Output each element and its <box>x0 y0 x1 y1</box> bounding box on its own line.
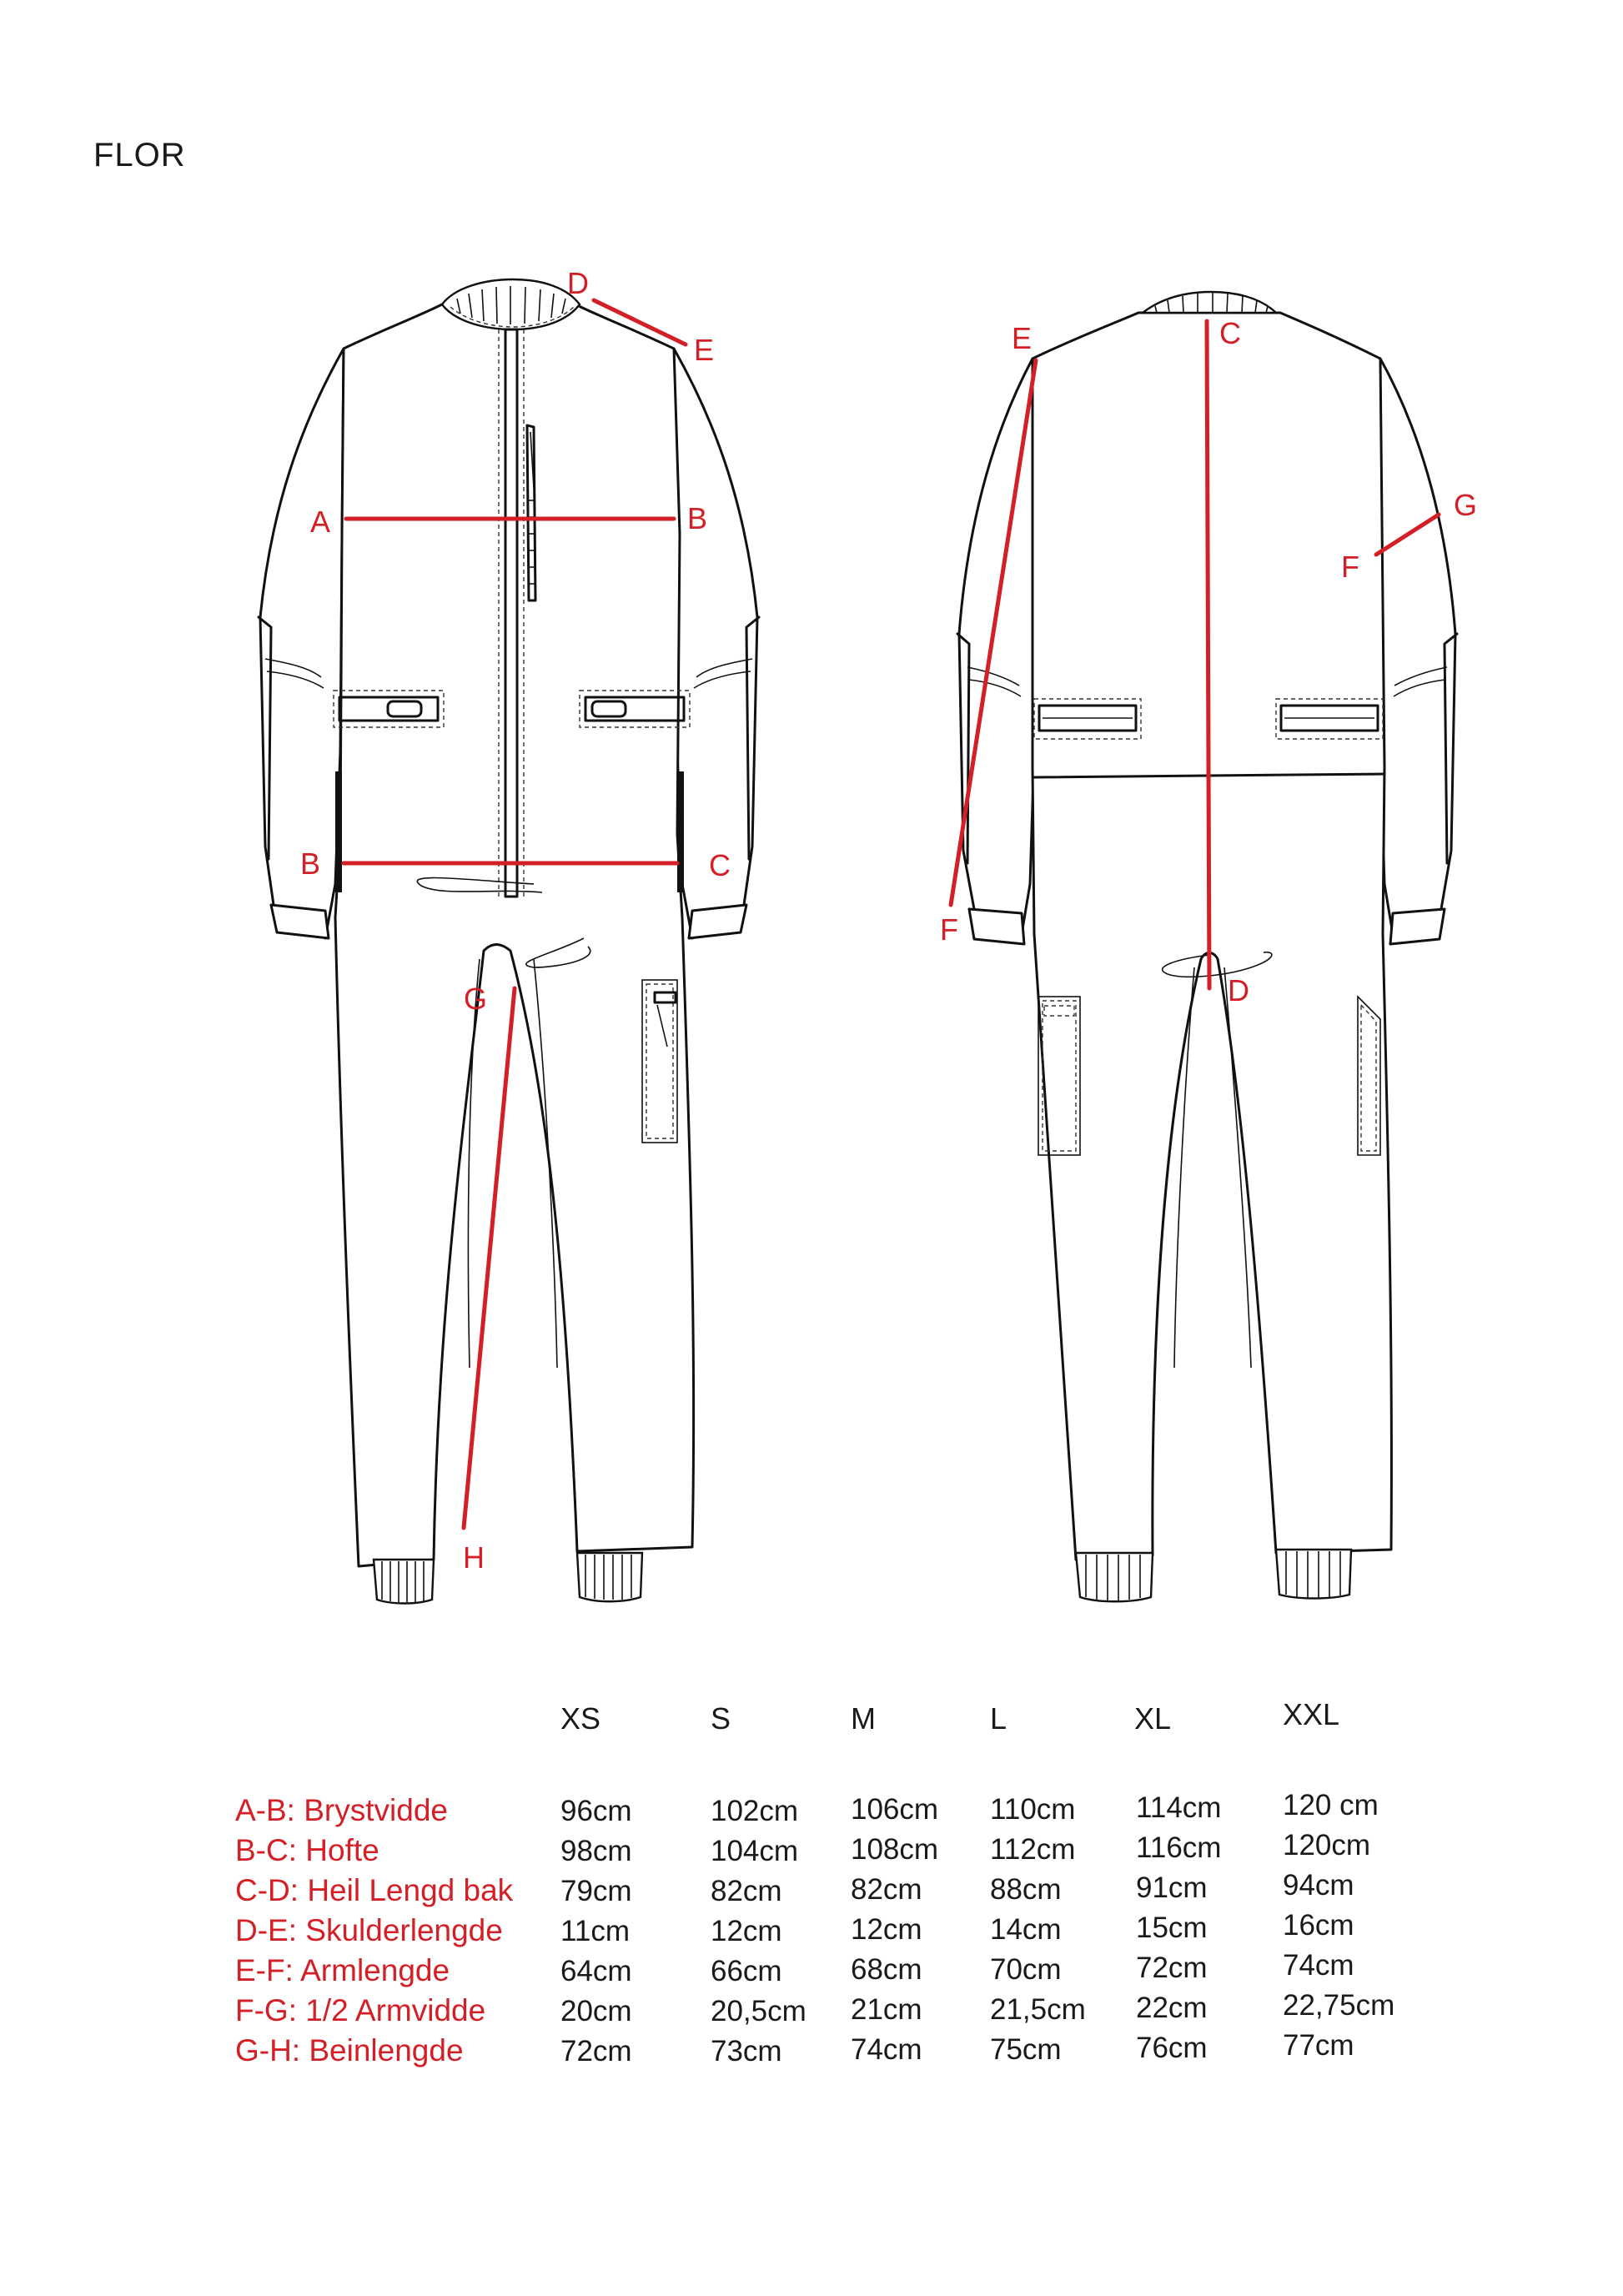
front-label-D: D <box>567 266 589 300</box>
back-label-D: D <box>1228 973 1249 1007</box>
table-cell: 88cm <box>990 1873 1062 1906</box>
front-label-A: A <box>310 505 331 539</box>
front-label-G: G <box>464 982 488 1016</box>
back-label-F-arm: F <box>940 912 958 947</box>
table-cell: 12cm <box>851 1913 922 1946</box>
table-cell: 96cm <box>560 1795 632 1827</box>
table-cell: 22,75cm <box>1283 1989 1395 2022</box>
table-cell: 14cm <box>990 1913 1062 1946</box>
back-label-F-sleeve: F <box>1341 550 1359 584</box>
table-cell: 94cm <box>1283 1869 1354 1902</box>
size-header-s: S <box>711 1701 731 1736</box>
table-cell: 16cm <box>1283 1909 1354 1942</box>
table-cell: 72cm <box>560 2035 632 2067</box>
measure-label-g-h: G-H: Beinlengde <box>235 2033 464 2067</box>
table-cell: 110cm <box>990 1793 1076 1826</box>
front-label-H: H <box>463 1540 485 1575</box>
table-cell: 75cm <box>990 2033 1062 2066</box>
table-cell: 76cm <box>1136 2032 1208 2064</box>
table-cell: 79cm <box>560 1875 632 1907</box>
table-cell: 106cm <box>851 1793 939 1826</box>
size-header-xxl: XXL <box>1283 1697 1340 1731</box>
table-cell: 102cm <box>711 1795 799 1827</box>
back-label-E: E <box>1012 321 1033 355</box>
table-cell: 91cm <box>1136 1871 1208 1904</box>
table-cell: 72cm <box>1136 1952 1208 1984</box>
front-view <box>259 266 759 1604</box>
table-cell: 70cm <box>990 1953 1062 1986</box>
table-cell: 120 cm <box>1283 1789 1379 1821</box>
front-right-ankle-cuff <box>577 1553 642 1601</box>
front-left-ankle-cuff <box>374 1560 434 1604</box>
table-cell: 77cm <box>1283 2029 1354 2062</box>
size-header-xs: XS <box>560 1701 601 1736</box>
table-cell: 104cm <box>711 1835 799 1867</box>
table-cell: 74cm <box>1283 1949 1354 1982</box>
front-right-side-pocket <box>677 771 684 892</box>
measure-label-c-d: C-D: Heil Lengd bak <box>235 1873 514 1907</box>
table-cell: 82cm <box>851 1873 922 1906</box>
measure-label-f-g: F-G: 1/2 Armvidde <box>235 1993 486 2027</box>
back-label-C: C <box>1219 316 1241 350</box>
front-label-B-chest: B <box>687 501 708 535</box>
back-label-G: G <box>1454 488 1478 522</box>
front-left-cuff <box>271 905 329 938</box>
table-cell: 68cm <box>851 1953 922 1986</box>
back-right-cuff <box>1390 909 1445 944</box>
table-cell: 66cm <box>711 1955 782 1987</box>
table-cell: 114cm <box>1136 1791 1222 1824</box>
front-label-C: C <box>709 848 731 882</box>
table-cell: 21,5cm <box>990 1993 1086 2026</box>
table-cell: 11cm <box>560 1915 630 1947</box>
front-body <box>335 304 694 1566</box>
size-header-m: M <box>851 1701 876 1736</box>
measure-label-e-f: E-F: Armlengde <box>235 1953 450 1987</box>
back-right-ankle-cuff <box>1276 1550 1351 1599</box>
size-header-l: L <box>990 1701 1007 1736</box>
measure-label-a-b: A-B: Brystvidde <box>235 1793 448 1827</box>
table-cell: 108cm <box>851 1833 939 1866</box>
table-cell: 64cm <box>560 1955 632 1987</box>
table-cell: 120cm <box>1283 1829 1371 1861</box>
table-cell: 82cm <box>711 1875 782 1907</box>
front-label-E: E <box>694 333 715 367</box>
table-cell: 116cm <box>1136 1831 1222 1864</box>
measure-label-b-c: B-C: Hofte <box>235 1833 379 1867</box>
table-cell: 74cm <box>851 2033 922 2066</box>
table-cell: 22cm <box>1136 1992 1208 2024</box>
table-cell: 20cm <box>560 1995 632 2027</box>
size-header-xl: XL <box>1134 1701 1172 1736</box>
measure-label-d-e: D-E: Skulderlengde <box>235 1913 503 1947</box>
back-length-measure-C-D <box>1207 321 1209 988</box>
back-left-ankle-cuff <box>1076 1553 1153 1601</box>
table-cell: 98cm <box>560 1835 632 1867</box>
table-cell: 20,5cm <box>711 1995 806 2027</box>
table-cell: 112cm <box>990 1833 1076 1866</box>
front-right-cuff <box>689 905 746 938</box>
document-title: FLOR <box>93 137 186 173</box>
table-cell: 15cm <box>1136 1912 1208 1944</box>
table-cell: 73cm <box>711 2035 782 2067</box>
table-cell: 21cm <box>851 1993 922 2026</box>
front-left-side-pocket <box>335 771 342 892</box>
table-cell: 12cm <box>711 1915 782 1947</box>
front-label-B-hip: B <box>300 847 321 881</box>
back-view <box>940 292 1477 1601</box>
back-left-cuff <box>969 909 1024 944</box>
back-body <box>1033 313 1391 1560</box>
